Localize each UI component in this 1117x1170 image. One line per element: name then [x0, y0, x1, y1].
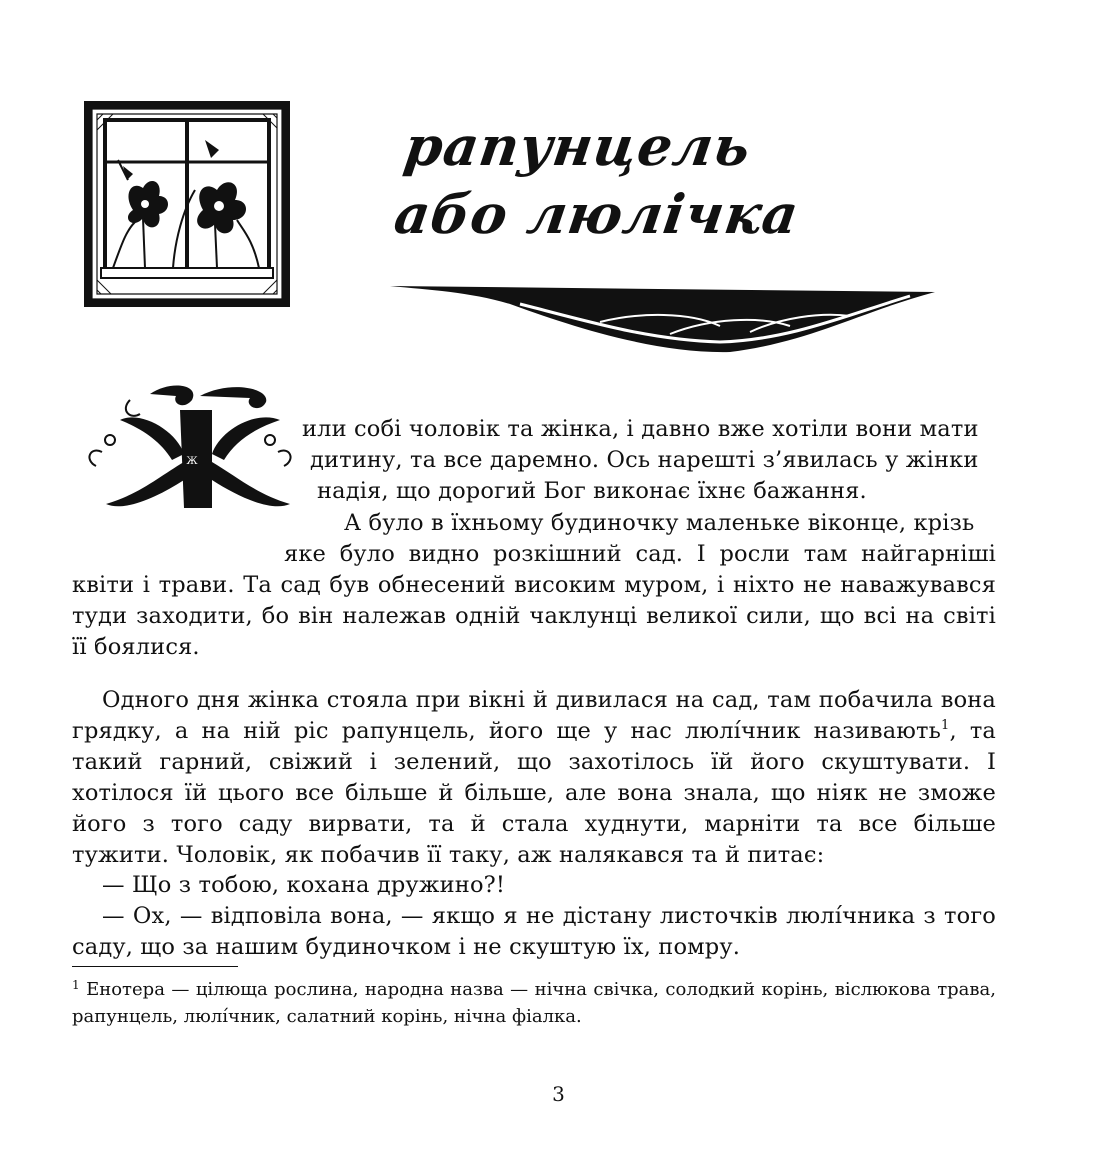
footnote-reference[interactable]: 1 — [941, 717, 950, 733]
footnote-text: Енотера — цілюща рослина, народна назва — нічна свічка, солодкий корінь, віслюкова трава, рапунцель, люлíчник, салатний корінь, нічна фіалка. — [72, 979, 996, 1027]
dialogue-line-1: — Що з тобою, кохана дружино?! — [102, 871, 506, 898]
paragraph-1 — [72, 414, 996, 507]
paragraph-1-line-2: дитину, та все даремно. Ось нарешті з’явилась у жінки — [310, 447, 979, 473]
page-number: 3 — [552, 1082, 565, 1106]
paragraph-3-part-2: , та такий гарний, свіжий і зелений, що захотілось їй його скуштувати. І хотілося їй цього все більше й більше, але вона знала, що ніяк не зможе його з того саду вирвати, та й стала худнути, марніти та все більше тужити. Чоловік, як побачив її таку, аж налякався та й питає: — [72, 717, 996, 868]
paragraph-1-line-3: надія, що дорогий Бог виконає їхнє бажання. — [317, 478, 867, 504]
decorative-quill-flourish-icon — [390, 282, 935, 354]
dialogue-line-2: — Ох, — відповіла вона, — якщо я не дістану листочків люлíчника з того саду, що за нашим будиночком і не скуштую їх, помру. — [72, 902, 996, 960]
paragraph-2-line-1: А було в їхньому будиночку маленьке віконце, крізь — [344, 510, 975, 536]
window-with-irises-icon — [83, 100, 291, 308]
footnote — [72, 976, 996, 1030]
footnote-divider — [72, 966, 238, 967]
paragraph-2 — [72, 508, 996, 663]
paragraph-2-line-2: яке було видно розкішний сад. І росли там найгарніші — [284, 541, 996, 567]
paragraph-2-rest: квіти і трави. Та сад був обнесений високим муром, і ніхто не наважувався туди заходити, бо він належав одній чаклунці великої сили, що всі на світі її боялися. — [72, 572, 996, 660]
footnote-mark: 1 — [72, 978, 80, 992]
paragraph-1-line-1: или собі чоловік та жінка, і давно вже хотіли вони мати — [302, 416, 979, 442]
paragraph-3 — [72, 685, 996, 871]
paragraph-3-part-1: Одного дня жінка стояла при вікні й дивилася на сад, там побачила вона грядку, а на ній ріс рапунцель, його ще у нас люлíчник називають — [72, 686, 996, 744]
story-title — [380, 112, 940, 248]
title-line-2: або люлічка — [390, 182, 804, 246]
drop-cap-letter: Ж — [186, 456, 198, 467]
title-line-1: рапунцель — [400, 114, 756, 178]
